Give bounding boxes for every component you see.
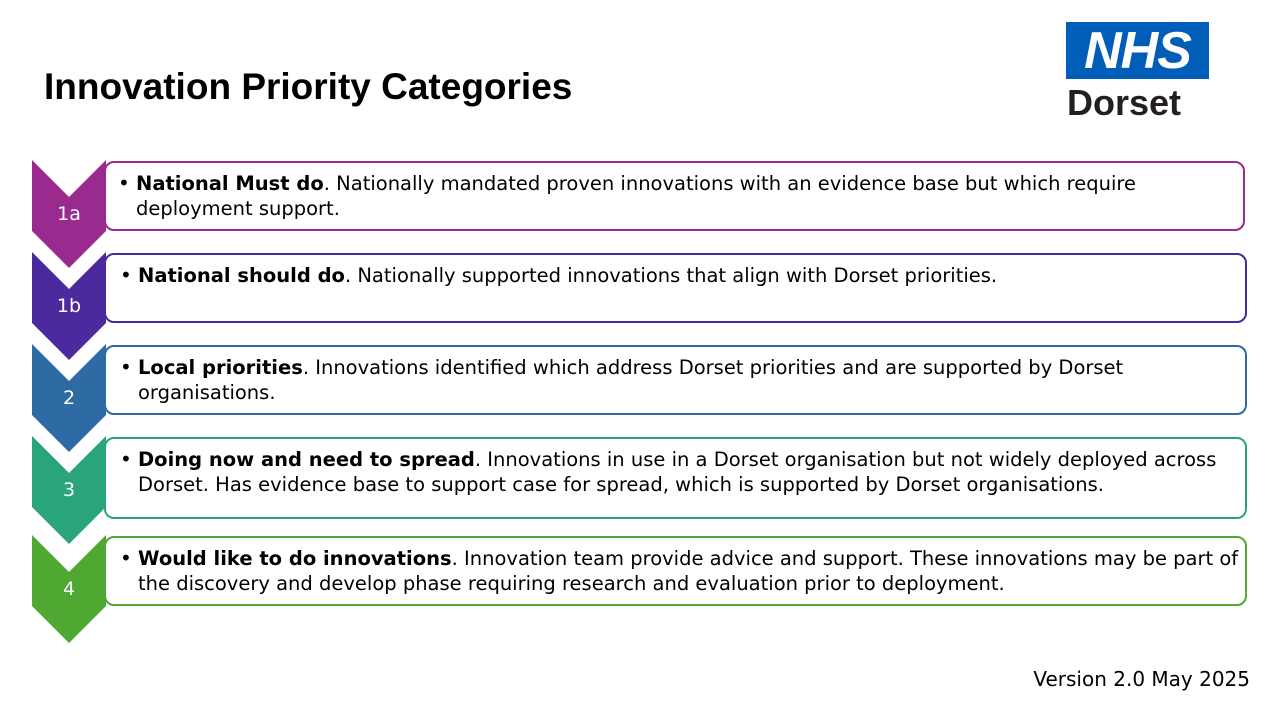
page-title: Innovation Priority Categories: [44, 66, 573, 107]
chevron-label-4: 4: [62, 578, 76, 600]
bullet-text: [138, 263, 997, 288]
chevron-label-3: 3: [62, 479, 76, 501]
bullet-dot-icon: •: [120, 546, 132, 570]
bullet-item: [120, 447, 1241, 497]
bullet-dot-icon: •: [120, 355, 132, 379]
category-description: . Innovations in use in a Dorset organisation but not widely deployed across Dorset. Has evidence base to support case for spread, which is supported by Dorset organisations.: [138, 448, 1217, 496]
version-label: Version 2.0 May 2025: [1033, 667, 1250, 691]
bullet-dot-icon: •: [120, 263, 132, 287]
category-description: . Nationally mandated proven innovations with an evidence base but which require deployment support.: [136, 172, 1136, 220]
bullet-text: [138, 355, 1237, 405]
nhs-logo-text: NHS: [1084, 21, 1191, 80]
chevron-label-1a: 1a: [57, 203, 81, 225]
logo-region-name: Dorset: [1067, 82, 1182, 123]
bullet-item: [120, 546, 1241, 596]
category-box-3: [104, 437, 1247, 519]
bullet-text: [138, 546, 1241, 596]
bullet-text: [136, 171, 1235, 221]
category-name: Doing now and need to spread: [138, 448, 475, 471]
category-description: . Innovations identified which address Dorset priorities and are supported by Dorset organisations.: [138, 356, 1124, 404]
category-name: Local priorities: [138, 356, 303, 379]
bullet-item: [120, 263, 1237, 288]
category-box-1a: [104, 161, 1245, 231]
category-name: National should do: [138, 264, 345, 287]
category-name: Would like to do innovations: [138, 547, 452, 570]
category-box-1b: [104, 253, 1247, 323]
bullet-text: [138, 447, 1241, 497]
category-description: . Innovation team provide advice and support. These innovations may be part of the discovery and develop phase requiring research and evaluation prior to deployment.: [138, 547, 1239, 595]
chevron-label-2: 2: [62, 387, 76, 409]
bullet-item: [120, 355, 1237, 405]
bullet-item: [118, 171, 1235, 221]
category-description: . Nationally supported innovations that align with Dorset priorities.: [344, 264, 998, 287]
category-name: National Must do: [136, 172, 324, 195]
bullet-dot-icon: •: [118, 171, 130, 195]
category-box-2: [104, 345, 1247, 415]
category-box-4: [104, 536, 1247, 606]
bullet-dot-icon: •: [120, 447, 132, 471]
chevron-label-1b: 1b: [56, 295, 82, 317]
